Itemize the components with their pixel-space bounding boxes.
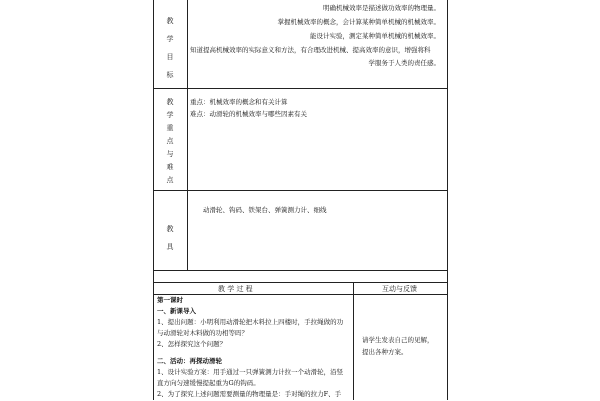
focus-label: 教 学 重 点 与 难 点 (166, 98, 174, 184)
objectives-label: 教 学 目 标 (166, 17, 174, 79)
objective-line-1: 明确机械效率是描述做功效率的物理量。 (323, 4, 440, 12)
feedback-text (362, 334, 434, 358)
process-left-border (153, 282, 154, 400)
process-header-main: 教 学 过 程 (218, 285, 253, 293)
part2-item-2: 直方向匀速缓慢提起重为G的钩码。 (157, 379, 260, 387)
part1-item-2: 与动滑轮对木料做的功相等吗？ (157, 329, 248, 337)
part1-item-3: 2、怎样探究这个问题？ (157, 340, 227, 348)
objective-line-3: 能设计实验，测定某种简单机械的机械效率。 (310, 32, 440, 40)
feedback-line-2: 提出各种方案。 (362, 348, 408, 356)
part2-item-3: 2、为了探究上述问题需要测量的物理量是：手对绳的拉力F、手 (157, 390, 342, 398)
process-right-border (447, 282, 448, 400)
process-header-divider (153, 294, 448, 295)
row-divider-focus (153, 190, 448, 191)
key-point-text: 重点：机械效率的概念和有关计算 (190, 98, 288, 106)
objective-line-4: 知道提高机械效率的实际意义和方法，有合理改进机械、提高效率的意识，增强将科 (190, 46, 431, 54)
part2-item-1: 1、设计实验方案：用手通过一只弹簧测力计拉一个动滑轮，沿竖 (157, 368, 344, 376)
label-column-divider (187, 0, 188, 270)
objective-line-5: 学服务于人类的责任感。 (368, 59, 440, 67)
part1-title: 一、新课导入 (157, 307, 196, 315)
difficult-point-text: 难点：动滑轮的机械效率与哪些因素有关 (190, 110, 307, 118)
tools-text: 动滑轮、钩码、铁架台、弹簧测力计、细线 (203, 206, 327, 214)
feedback-line-1: 请学生发表自己的见解， (362, 336, 434, 344)
tools-label: 教 具 (166, 225, 174, 251)
table-right-border (447, 0, 448, 282)
part1-item-1: 1、提出问题：小明利用动滑轮把木料拉上四楼时，手拉绳做的功 (157, 318, 344, 326)
row-divider-objectives (153, 88, 448, 89)
process-header-side: 互动与反馈 (382, 285, 417, 293)
process-top-border (153, 282, 448, 283)
process-side-divider (353, 282, 354, 400)
row-divider-tools (153, 270, 448, 271)
objective-line-2: 掌握机械效率的概念，会计算某种简单机械的机械效率。 (277, 18, 440, 26)
lesson-title: 第一课时 (157, 296, 183, 304)
part2-title: 二、活动：再探动滑轮 (157, 357, 222, 365)
